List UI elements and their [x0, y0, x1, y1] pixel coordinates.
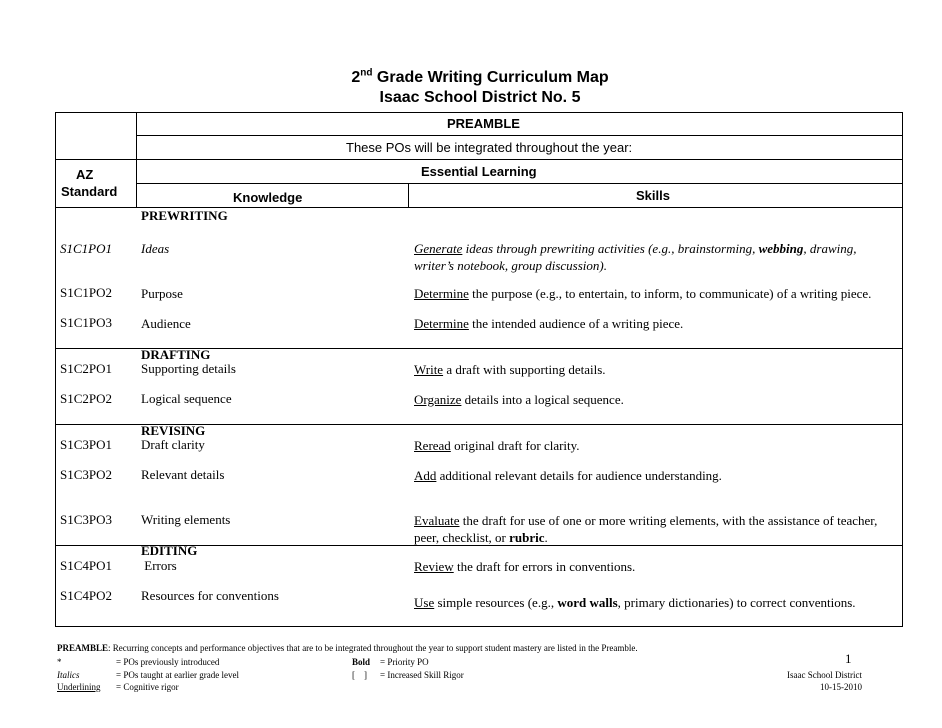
- page-number: 1: [845, 651, 852, 666]
- footer-preamble-note: PREAMBLE: Recurring concepts and performance objectives that are to be integrated throughout the year to support student mastery are listed in the Preamble.: [57, 643, 638, 653]
- skills-column-header: Skills: [636, 188, 670, 203]
- legend-underlining-definition: = Cognitive rigor: [116, 682, 179, 692]
- legend-italics-symbol: Italics: [57, 670, 80, 680]
- legend-bold-symbol: Bold: [352, 657, 371, 667]
- az-standard-label-1: AZ: [76, 167, 94, 182]
- skill-item: Organize details into a logical sequence.: [414, 392, 624, 407]
- skill-item: Generate ideas through prewriting activities (e.g., brainstorming, webbing, drawing, writer’s notebook, group discussion).: [414, 241, 857, 273]
- section-prewriting: PREWRITING: [141, 208, 228, 223]
- section-revising: REVISING: [141, 423, 206, 438]
- standard-code: S1C2PO2: [60, 391, 113, 406]
- knowledge-item: Draft clarity: [141, 437, 205, 452]
- legend-star-symbol: *: [57, 657, 62, 667]
- knowledge-column-header: Knowledge: [233, 190, 303, 205]
- skill-item: Add additional relevant details for audience understanding.: [414, 468, 722, 483]
- az-standard-label-2: Standard: [61, 184, 118, 199]
- knowledge-item: Errors: [141, 558, 177, 573]
- standard-code: S1C2PO1: [60, 361, 113, 376]
- legend-bold-definition: = Priority PO: [380, 657, 429, 667]
- knowledge-item: Relevant details: [141, 467, 225, 482]
- standard-code: S1C1PO3: [60, 315, 113, 330]
- legend-bracket-definition: = Increased Skill Rigor: [380, 670, 464, 680]
- skill-item: Use simple resources (e.g., word walls, primary dictionaries) to correct conventions.: [414, 595, 856, 610]
- knowledge-item: Audience: [141, 316, 191, 331]
- page-title: [280, 68, 680, 108]
- footer-district: Isaac School District: [787, 670, 862, 680]
- standard-code: S1C4PO1: [60, 558, 113, 573]
- section-editing: EDITING: [141, 543, 198, 558]
- preamble-heading: PREAMBLE: [447, 116, 520, 131]
- standard-code: S1C4PO2: [60, 588, 113, 603]
- legend-bracket-symbol: [ ]: [352, 670, 367, 680]
- footer-date: 10-15-2010: [820, 682, 862, 692]
- knowledge-item: Purpose: [141, 286, 183, 301]
- rule: [136, 113, 137, 207]
- legend-star-definition: = POs previously introduced: [116, 657, 220, 667]
- rule: [56, 159, 903, 160]
- legend-italics-definition: = POs taught at earlier grade level: [116, 670, 240, 680]
- essential-learning-heading: Essential Learning: [421, 164, 537, 179]
- section-drafting: DRAFTING: [141, 347, 211, 362]
- skill-item: Review the draft for errors in conventions.: [414, 559, 636, 574]
- knowledge-item: Logical sequence: [141, 391, 232, 406]
- skill-item: Write a draft with supporting details.: [414, 362, 606, 377]
- rule: [136, 135, 903, 136]
- skill-item: Evaluate the draft for use of one or more writing elements, with the assistance of teacher, peer, checklist, or rubric.: [414, 513, 878, 545]
- title-line-1: 2nd Grade Writing Curriculum Map: [351, 67, 609, 86]
- title-line-2: Isaac School District No. 5: [379, 89, 581, 106]
- rule: [136, 183, 903, 184]
- knowledge-item: Writing elements: [141, 512, 231, 527]
- rule: [408, 183, 409, 207]
- skill-item: Reread original draft for clarity.: [414, 438, 580, 453]
- standard-code: S1C1PO2: [60, 285, 113, 300]
- standard-code: S1C3PO2: [60, 467, 113, 482]
- knowledge-item: Resources for conventions: [141, 588, 279, 603]
- standard-code: S1C1PO1: [60, 241, 112, 256]
- standard-code: S1C3PO3: [60, 512, 113, 527]
- standard-code: S1C3PO1: [60, 437, 113, 452]
- skill-item: Determine the intended audience of a writing piece.: [414, 316, 684, 331]
- preamble-subtitle: These POs will be integrated throughout the year:: [346, 140, 633, 155]
- legend-underlining-symbol: Underlining: [57, 682, 101, 692]
- knowledge-item: Ideas: [141, 241, 170, 256]
- skill-item: Determine the purpose (e.g., to entertain, to inform, to communicate) of a writing piece.: [414, 286, 872, 301]
- knowledge-item: Supporting details: [141, 361, 236, 376]
